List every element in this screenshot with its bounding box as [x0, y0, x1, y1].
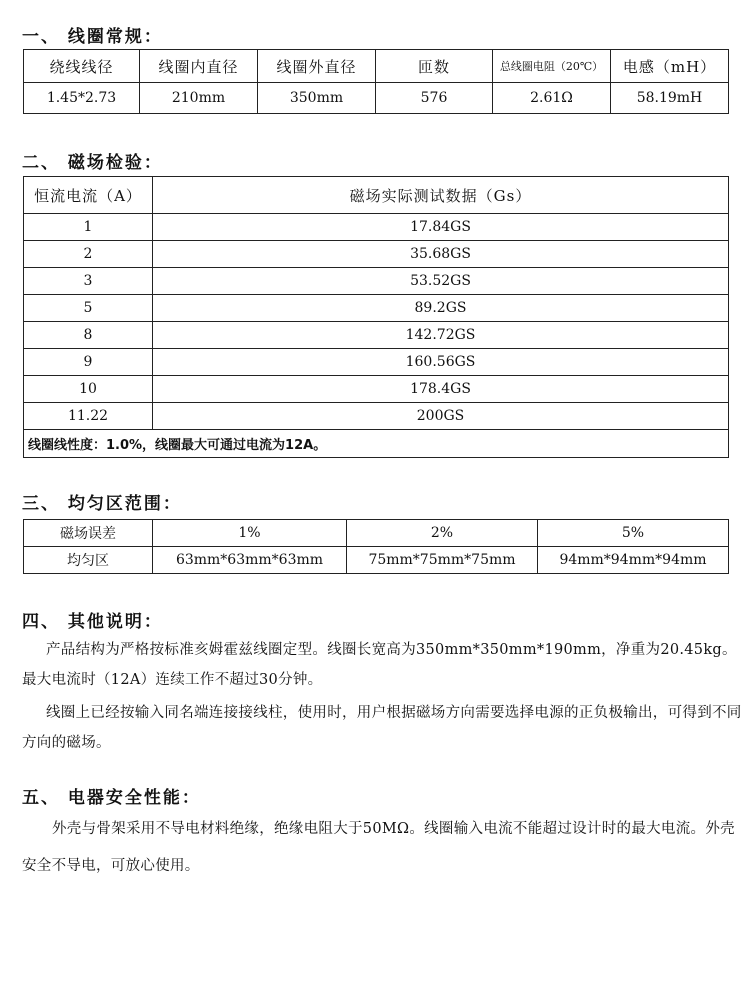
section-title-safety: 五、 电器安全性能： — [22, 788, 201, 808]
value-inductance: 58.19mH — [611, 83, 729, 114]
linearity-note: 线圈线性度：1.0%，线圈最大可通过电流为12A。 — [24, 430, 729, 458]
value-resistance: 2.61Ω — [493, 83, 611, 114]
header-resistance: 总线圈电阻（20℃） — [493, 50, 611, 83]
error-2pct: 2% — [347, 520, 538, 547]
current-cell: 10 — [24, 376, 153, 403]
header-outer-diameter: 线圈外直径 — [258, 50, 376, 83]
value-outer-diameter: 350mm — [258, 83, 376, 114]
header-turns: 匝数 — [376, 50, 493, 83]
table-row — [24, 322, 729, 349]
current-cell: 8 — [24, 322, 153, 349]
current-cell: 3 — [24, 268, 153, 295]
table-row — [24, 241, 729, 268]
safety-paragraph-text: 外壳与骨架采用不导电材料绝缘，绝缘电阻大于50MΩ。线圈输入电流不能超过设计时的最大电流。外壳安全不导电，可放心使用。 — [22, 821, 735, 874]
section-title-uniform: 三、 均匀区范围： — [22, 494, 182, 514]
section-title-other: 四、 其他说明： — [22, 612, 163, 632]
field-cell: 200GS — [153, 403, 729, 430]
table-row — [24, 403, 729, 430]
zone-1pct: 63mm*63mm*63mm — [153, 547, 347, 574]
value-wire-diameter: 1.45*2.73 — [24, 83, 140, 114]
field-cell: 53.52GS — [153, 268, 729, 295]
section-title-coil: 一、 线圈常规： — [22, 27, 163, 47]
current-cell: 2 — [24, 241, 153, 268]
coil-spec-table — [23, 49, 729, 114]
field-cell: 160.56GS — [153, 349, 729, 376]
header-inner-diameter: 线圈内直径 — [140, 50, 258, 83]
other-paragraph-1 — [22, 635, 747, 695]
table-row — [24, 349, 729, 376]
section-title-field: 二、 磁场检验： — [22, 153, 163, 173]
other-paragraph-2 — [22, 698, 747, 758]
table-row — [24, 214, 729, 241]
label-uniform-zone: 均匀区 — [24, 547, 153, 574]
zone-2pct: 75mm*75mm*75mm — [347, 547, 538, 574]
field-cell: 17.84GS — [153, 214, 729, 241]
table-row — [24, 268, 729, 295]
error-1pct: 1% — [153, 520, 347, 547]
field-cell: 142.72GS — [153, 322, 729, 349]
header-wire-diameter: 绕线线径 — [24, 50, 140, 83]
field-cell: 178.4GS — [153, 376, 729, 403]
other-paragraph-1-text: 产品结构为严格按标准亥姆霍兹线圈定型。线圈长宽高为350mm*350mm*190mm，净重为20.45kg。最大电流时（12A）连续工作不超过30分钟。 — [22, 642, 737, 688]
current-cell: 11.22 — [24, 403, 153, 430]
table-row — [24, 376, 729, 403]
other-paragraph-2-text: 线圈上已经按输入同名端连接接线柱，使用时，用户根据磁场方向需要选择电源的正负极输出，可得到不同方向的磁场。 — [22, 705, 742, 751]
label-field-error: 磁场误差 — [24, 520, 153, 547]
safety-paragraph — [22, 811, 747, 885]
header-field-data: 磁场实际测试数据（Gs） — [153, 177, 729, 214]
value-turns: 576 — [376, 83, 493, 114]
table-row — [24, 295, 729, 322]
uniform-zone-table — [23, 519, 729, 574]
zone-5pct: 94mm*94mm*94mm — [538, 547, 729, 574]
header-inductance: 电感（mH） — [611, 50, 729, 83]
error-5pct: 5% — [538, 520, 729, 547]
field-cell: 35.68GS — [153, 241, 729, 268]
current-cell: 9 — [24, 349, 153, 376]
field-test-table — [23, 176, 729, 458]
current-cell: 5 — [24, 295, 153, 322]
current-cell: 1 — [24, 214, 153, 241]
header-current: 恒流电流（A） — [24, 177, 153, 214]
value-inner-diameter: 210mm — [140, 83, 258, 114]
field-cell: 89.2GS — [153, 295, 729, 322]
